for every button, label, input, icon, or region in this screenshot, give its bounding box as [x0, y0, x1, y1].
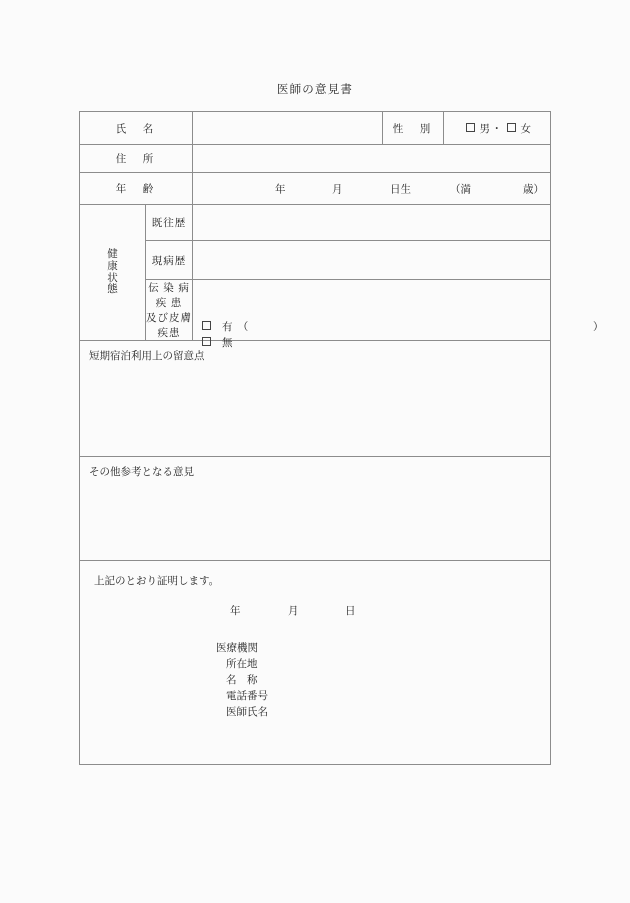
name-label: 氏 名	[80, 112, 193, 145]
disease-no-label: 無	[222, 338, 233, 349]
disease-no-row[interactable]	[202, 335, 233, 350]
table-row-age	[80, 173, 551, 205]
certification-date-month: 月	[288, 606, 299, 617]
table-row-short-stay-notes	[80, 341, 551, 457]
age-input-cell[interactable]	[193, 173, 551, 205]
gender-choice-cell[interactable]	[444, 112, 551, 145]
institution-label: 医療機関	[216, 643, 258, 654]
table-row-address	[80, 145, 551, 173]
disease-yes-row[interactable]	[202, 319, 248, 334]
table-row-disease	[80, 280, 551, 341]
past-history-input-cell[interactable]	[193, 205, 551, 241]
certification-institution-block	[216, 641, 268, 721]
table-row-certification	[80, 561, 551, 765]
disease-choice-cell[interactable]	[193, 280, 604, 349]
disease-yes-close-paren: ）	[593, 322, 604, 333]
short-stay-notes-heading: 短期宿泊利用上の留意点	[89, 351, 205, 362]
health-status-char-0: 健	[107, 249, 118, 260]
current-history-label: 現病歴	[146, 241, 193, 280]
address-input-cell[interactable]	[193, 145, 551, 173]
health-status-char-3: 態	[107, 284, 118, 296]
page-title: 医師の意見書	[276, 84, 354, 96]
checkbox-disease-no-icon[interactable]	[202, 337, 211, 346]
disease-label-line2: 及び皮膚疾患	[146, 313, 192, 339]
checkbox-male-icon[interactable]	[466, 123, 475, 132]
checkbox-female-icon[interactable]	[507, 123, 516, 132]
certification-body	[80, 561, 550, 764]
health-status-char-1: 康	[107, 260, 118, 272]
certification-cell	[80, 561, 551, 765]
table-row-name	[80, 112, 551, 145]
name-input-cell[interactable]	[193, 112, 383, 145]
short-stay-notes-cell[interactable]	[80, 341, 551, 457]
age-year-label: 年	[275, 184, 286, 195]
disease-label-line1: 伝 染 病 疾 患	[148, 283, 190, 309]
certification-statement: 上記のとおり証明します。	[94, 576, 220, 587]
current-history-input-cell[interactable]	[193, 241, 551, 280]
age-full-open-label: （満	[450, 184, 471, 195]
certification-date-year: 年	[230, 606, 241, 617]
certification-date-day: 日	[345, 606, 356, 617]
table-row-current-history	[80, 241, 551, 280]
disease-yes-label: 有 （	[222, 322, 249, 333]
institution-name-label: 名 称	[226, 674, 258, 686]
health-status-label	[80, 205, 146, 341]
age-day-label: 日生	[390, 184, 411, 195]
gender-label: 性 別	[383, 112, 444, 145]
age-label: 年 齢	[80, 173, 193, 205]
past-history-label: 既往歴	[146, 205, 193, 241]
institution-phone-label: 電話番号	[226, 690, 268, 702]
gender-female-label: 女	[520, 123, 532, 135]
table-row-past-history	[80, 205, 551, 241]
institution-location-label: 所在地	[226, 658, 258, 670]
other-opinions-cell[interactable]	[80, 457, 551, 561]
table-row-other-opinions	[80, 457, 551, 561]
disease-label	[146, 280, 193, 341]
health-status-char-2: 状	[107, 272, 118, 284]
other-opinions-heading: その他参考となる意見	[89, 467, 194, 478]
gender-separator: ・	[491, 123, 503, 135]
age-month-label: 月	[332, 184, 343, 195]
checkbox-disease-yes-icon[interactable]	[202, 321, 211, 330]
address-label: 住 所	[80, 145, 193, 173]
gender-male-label: 男	[479, 123, 491, 135]
medical-opinion-form-table	[79, 111, 604, 765]
doctor-name-label: 医師氏名	[226, 706, 268, 718]
age-full-close-label: 歳）	[523, 184, 544, 195]
